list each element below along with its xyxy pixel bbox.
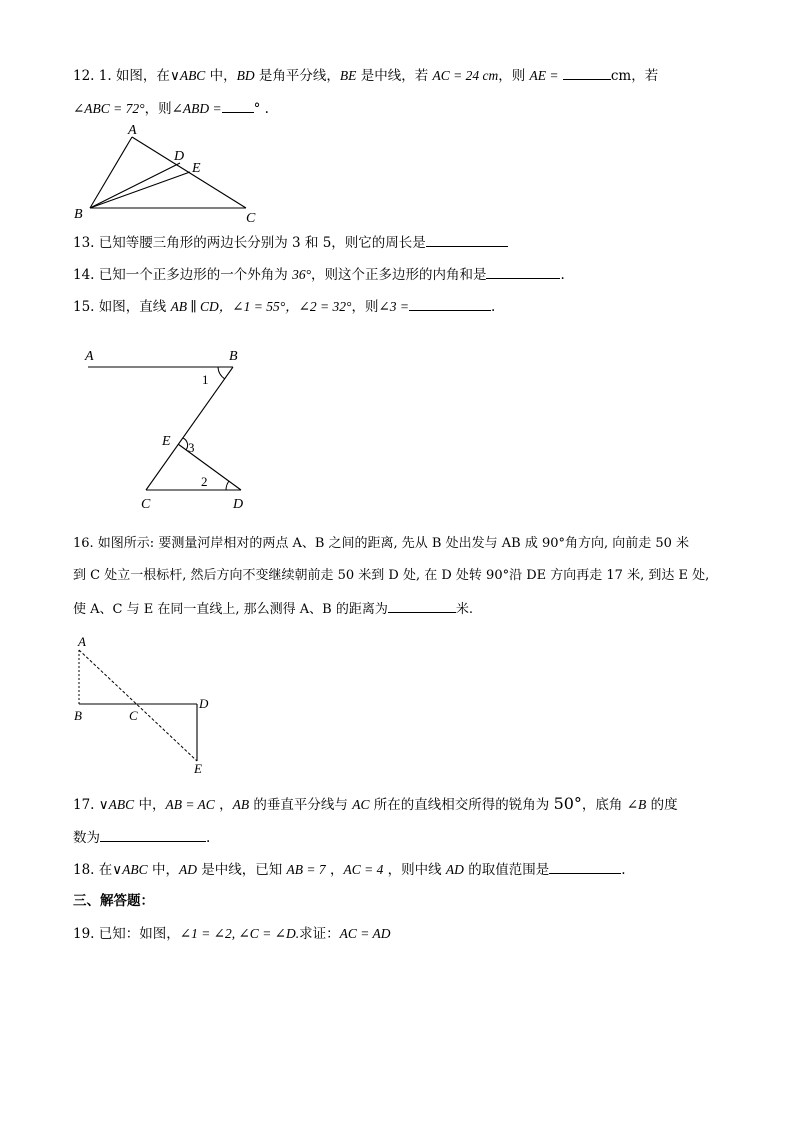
- q12-label-a: A: [128, 123, 137, 138]
- q19-condition: ∠1 = ∠2, ∠C = ∠D.: [179, 926, 300, 941]
- q12-angle-abc: ∠ABC = 72°: [73, 101, 145, 116]
- q15-angle-1-arc: [218, 367, 225, 379]
- q17-ac: AC: [352, 797, 370, 812]
- q12-label-c: C: [246, 211, 256, 226]
- q13-text: 13. 已知等腰三角形的两边长分别为 3 和 5，则它的周长是: [73, 235, 426, 251]
- q18-ad-2: AD: [445, 862, 464, 877]
- q14-angle: 36°: [292, 267, 311, 282]
- q12-triangle-figure: [70, 120, 270, 230]
- q16-line3: 使 A、C 与 E 在同一直线上, 那么测得 A、B 的距离为 米.: [73, 599, 473, 619]
- q14-line: 14. 已知一个正多边形的一个外角为 36°，则这个正多边形的内角和是 .: [73, 267, 565, 283]
- q17-triangle: ∨ABC: [98, 797, 135, 812]
- q15-label-b: B: [229, 349, 238, 364]
- q17-answer-blank[interactable]: [100, 828, 206, 842]
- q16-answer-blank[interactable]: [388, 599, 456, 613]
- q18-ab: AB = 7: [286, 862, 326, 877]
- q18-ac: AC = 4: [343, 862, 384, 877]
- q16-label-e: E: [194, 761, 202, 776]
- q17-angle-b: ∠B: [626, 797, 647, 812]
- q19-line: 19. 已知：如图，∠1 = ∠2, ∠C = ∠D.求证：AC = AD: [73, 926, 391, 942]
- q14-answer-blank[interactable]: [486, 265, 560, 279]
- q12-line1: 12. 1. 如图，在∨ABC 中，BD 是角平分线，BE 是中线，若 AC = 24 cm，则 AE = cm，若: [73, 68, 659, 84]
- q16-river-figure: [70, 630, 230, 780]
- q16-line1: 16. 如图所示: 要测量河岸相对的两点 A、B 之间的距离, 先从 B 处出发与 AB 成 90°角方向, 向前走 50 米: [73, 536, 690, 551]
- q18-ad: AD: [178, 862, 197, 877]
- q18-line: 18. 在∨ABC 中，AD 是中线，已知 AB = 7 ，AC = 4 ，则中线 AD 的取值范围是 .: [73, 862, 626, 878]
- q16-label-b: B: [74, 708, 82, 723]
- q12-triangle: ∨ABC: [169, 68, 206, 83]
- q12-label-d: D: [174, 149, 185, 164]
- q12-condition: AC = 24 cm: [432, 68, 499, 83]
- q12-segment-be: [90, 172, 190, 208]
- q13-answer-blank[interactable]: [426, 233, 508, 247]
- q16-label-c: C: [129, 708, 138, 723]
- q16-label-a: A: [78, 634, 86, 649]
- q16-segment-ae: [79, 650, 197, 761]
- q15-parallel: AB ∥ CD: [170, 299, 219, 314]
- q15-angle-3: ∠3 =: [378, 299, 409, 314]
- q17-equal-sides: AB = AC: [165, 797, 215, 812]
- section-heading: 三、解答题：: [73, 893, 154, 909]
- q15-parallel-figure: [75, 340, 265, 515]
- q17-line2: 数为 .: [73, 830, 211, 846]
- q12-label-e: E: [192, 161, 201, 176]
- q15-label-c: C: [141, 497, 151, 512]
- q15-angle-1: ，∠1 = 55°: [218, 299, 286, 314]
- q17-angle: 50°: [553, 794, 582, 813]
- q18-answer-blank[interactable]: [549, 860, 621, 874]
- q15-angle-2: ，∠2 = 32°: [285, 299, 352, 314]
- q19-goal: AC = AD: [339, 926, 391, 941]
- q12-label-b: B: [74, 207, 83, 222]
- q12-bd: BD: [236, 68, 255, 83]
- q12-number-text: 12. 1. 如图，在: [73, 68, 170, 84]
- q15-line-bc: [146, 367, 233, 490]
- q17-line1: 17. ∨ABC 中，AB = AC ，AB 的垂直平分线与 AC 所在的直线相交所得的锐角为 50°，底角 ∠B 的度: [73, 794, 678, 813]
- q12-answer-blank-2[interactable]: [222, 99, 254, 113]
- q17-ab: AB: [232, 797, 250, 812]
- q16-line2: 到 C 处立一根标杆, 然后方向不变继续朝前走 50 米到 D 处, 在 D 处转 90°沿 DE 方向再走 17 米, 到达 E 处,: [73, 568, 710, 583]
- q15-label-d: D: [233, 497, 244, 512]
- q12-angle-abd: ∠ABD =: [171, 101, 222, 116]
- q15-line: 15. 如图，直线 AB ∥ CD，∠1 = 55°，∠2 = 32°，则∠3 = .: [73, 299, 496, 315]
- q15-angle-2-arc: [226, 481, 229, 490]
- q12-ae: AE =: [529, 68, 559, 83]
- q15-label-3: 3: [188, 440, 195, 455]
- q13-line: [73, 233, 508, 252]
- q16-label-d: D: [199, 696, 209, 711]
- q18-triangle: ∨ABC: [112, 862, 148, 877]
- q15-answer-blank[interactable]: [409, 297, 491, 311]
- q12-answer-blank-1[interactable]: [563, 66, 611, 80]
- q12-be: BE: [339, 68, 357, 83]
- q15-label-a: A: [85, 349, 94, 364]
- q15-label-e: E: [162, 434, 171, 449]
- q12-line2: ∠ABC = 72°，则∠ABD = ° .: [73, 101, 269, 117]
- q15-label-2: 2: [201, 474, 208, 489]
- q15-label-1: 1: [202, 372, 209, 387]
